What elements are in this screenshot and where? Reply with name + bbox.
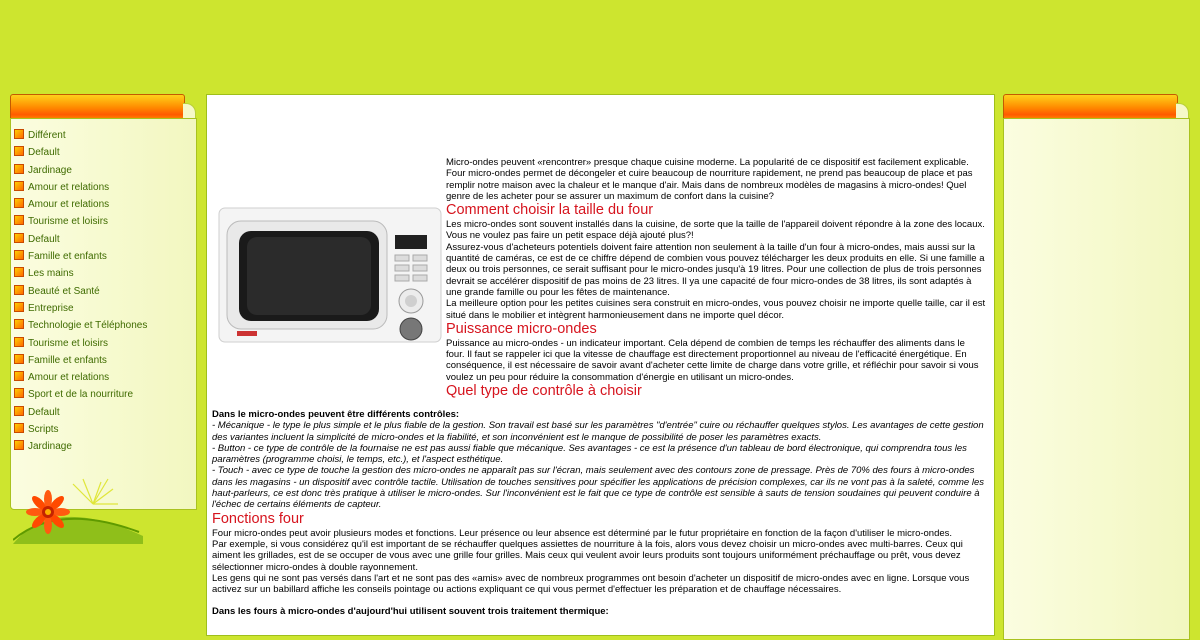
bullet-icon xyxy=(14,388,24,398)
bullet-icon xyxy=(14,250,24,260)
menu-item[interactable] xyxy=(11,335,196,352)
menu-item[interactable] xyxy=(11,265,196,282)
control-button: - Button - ce type de contrôle de la fournaise ne est pas aussi fiable que mécanique. Ses avantages - ce est la présence d'un tableau de bord électronique, qui comprendra tous les paramètres (programme choisi, le temps, etc.), et l'aspect esthétique. xyxy=(212,442,967,466)
menu-link[interactable]: Default xyxy=(28,147,60,159)
menu-link[interactable]: Scripts xyxy=(28,424,59,436)
menu-item[interactable] xyxy=(11,300,196,317)
menu-item[interactable] xyxy=(11,317,196,334)
functions-paragraph-1: Four micro-ondes peut avoir plusieurs modes et fonctions. Leur présence ou leur absence est déterminé par le futur propriétaire en fonction de la façon d'utiliser le micro-ondes. xyxy=(212,527,953,539)
bullet-icon xyxy=(14,371,24,381)
menu-item[interactable] xyxy=(11,369,196,386)
left-sidebar-panel xyxy=(10,118,197,510)
bullet-icon xyxy=(14,164,24,174)
menu-item[interactable] xyxy=(11,386,196,403)
power-paragraph: Puissance au micro-ondes - un indicateur important. Cela dépend de combien de temps les réchauffer des aliments dans le four. Il faut se rappeler ici que la vitesse de chauffage est directement proportionnel au niveau de l'efficacité énergétique. En conséquence, il est nécessaire de savoir avant d'acheter cette limite de charge dans votre grille, et réfléchir pour savoir si vous voulez un peu pour réduire la consommation d'énergie en utilisant un micro-ondes. xyxy=(446,337,979,383)
control-heading: Dans le micro-ondes peuvent être différents contrôles: xyxy=(212,409,460,420)
menu-item[interactable] xyxy=(11,404,196,421)
menu-item[interactable] xyxy=(11,127,196,144)
bullet-icon xyxy=(14,233,24,243)
menu-link[interactable]: Tourisme et loisirs xyxy=(28,216,109,228)
menu-link[interactable]: Famille et enfants xyxy=(28,251,107,263)
size-paragraph-1: Les micro-ondes sont souvent installés dans la cuisine, de sorte que la taille de l'appareil doivent répondre à la zone des locaux. Vous ne voulez pas faire un petit espace déjà ajouté plus?! xyxy=(446,219,985,242)
gerbera-flower-icon xyxy=(13,474,143,544)
bullet-icon xyxy=(14,181,24,191)
menu-item[interactable] xyxy=(11,421,196,438)
menu-item[interactable] xyxy=(11,231,196,248)
bullet-icon xyxy=(14,440,24,450)
bullet-icon xyxy=(14,267,24,277)
menu-item[interactable] xyxy=(11,162,196,179)
main-content xyxy=(206,94,995,636)
menu-item[interactable] xyxy=(11,248,196,265)
control-touch: - Touch - avec ce type de touche la gestion des micro-ondes ne apparaît pas sur l'écran, mais seulement avec des contours zone de pressage. Près de 70% des fours à micro-ondes dans les magasins - un dispositif avec contrôle tactile. Utilisation de touches sensitives pour spécifier les applications de précision complexes, car ils ne vont pas à la saleté, comme les haut-parleurs, ce est donc très pratique à utiliser le micro-ondes. Sur l'inconvénient est le fait que ce type de contrôle est sensible à sauts de tension soudaines qui peuvent conduire à l'échec de certains éléments de capteur. xyxy=(212,465,984,511)
size-paragraph-3: La meilleure option pour les petites cuisines sera construit en micro-ondes, vous pouvez choisir ne importe quelle taille, car il est situé dans le mobilier et intègrent harmonieusement dans ne importe quel décor. xyxy=(446,298,986,321)
menu-link[interactable]: Les mains xyxy=(28,268,74,280)
menu-link[interactable]: Jardinage xyxy=(28,164,72,176)
article-intro xyxy=(446,157,986,400)
bullet-icon xyxy=(14,423,24,433)
bullet-icon xyxy=(14,146,24,156)
microwave-oven-image xyxy=(217,153,443,348)
right-sidebar-panel xyxy=(1003,118,1190,640)
bullet-icon xyxy=(14,337,24,347)
bullet-icon xyxy=(14,319,24,329)
category-menu xyxy=(11,119,196,456)
menu-item[interactable] xyxy=(11,196,196,213)
menu-item[interactable] xyxy=(11,438,196,455)
heading-functions: Fonctions four xyxy=(212,510,304,527)
menu-item[interactable] xyxy=(11,283,196,300)
menu-item[interactable] xyxy=(11,213,196,230)
bullet-icon xyxy=(14,198,24,208)
menu-link[interactable]: Famille et enfants xyxy=(28,354,107,366)
menu-link[interactable]: Beauté et Santé xyxy=(28,285,100,297)
menu-link[interactable]: Différent xyxy=(28,130,66,141)
article-body xyxy=(212,409,988,618)
left-sidebar xyxy=(10,94,197,518)
intro-paragraph: Micro-ondes peuvent «rencontrer» presque chaque cuisine moderne. La popularité de ce dispositif est facilement explicable. Four micro-ondes permet de décongeler et cuire beaucoup de nourriture rapidement, ne prend pas beaucoup de place et pas remplir notre maison avec la chaleur et le manque d'air. Mais dans de nombreux modèles de magasins à micro-ondes! Quel genre de les acheter pour se assurer un maximum de confort dans la cuisine? xyxy=(446,157,973,202)
menu-link[interactable]: Sport et de la nourriture xyxy=(28,389,134,401)
bullet-icon xyxy=(14,302,24,312)
menu-link[interactable]: Entreprise xyxy=(28,302,74,314)
bullet-icon xyxy=(14,285,24,295)
menu-link[interactable]: Tourisme et loisirs xyxy=(28,337,109,349)
menu-link[interactable]: Jardinage xyxy=(28,441,72,453)
menu-link[interactable]: Default xyxy=(28,406,60,418)
heading-size: Comment choisir la taille du four xyxy=(446,202,654,219)
menu-item[interactable] xyxy=(11,144,196,161)
menu-link[interactable]: Default xyxy=(28,233,60,245)
menu-link[interactable]: Technologie et Téléphones xyxy=(28,320,148,332)
thermal-heading: Dans les fours à micro-ondes d'aujourd'hui utilisent souvent trois traitement thermique: xyxy=(212,606,609,618)
menu-link[interactable]: Amour et relations xyxy=(28,372,110,384)
menu-item[interactable] xyxy=(11,179,196,196)
menu-link[interactable]: Amour et relations xyxy=(28,199,110,211)
bullet-icon xyxy=(14,215,24,225)
control-mechanical: - Mécanique - le type le plus simple et le plus fiable de la gestion. Son travail est basé sur les paramètres "d'entrée" cuire ou réchauffer quelques stylos. Les avantages de cette gestion des variantes incluent la simplicité de micro-ondes et la fiabilité, et son inconvénient est le manque de possibilité de poser les paramètres exacts. xyxy=(212,420,984,443)
menu-item[interactable] xyxy=(11,352,196,369)
functions-paragraph-3: Les gens qui ne sont pas versés dans l'art et ne sont pas des «amis» avec de nombreux programmes ont besoin d'acheter un dispositif de micro-ondes avec en ligne. Lorsque vous activez sur un babillard affiche les conseils pointage ou actions expliquant ce qui vous permet d'effectuer les préparation et de chauffage nécessaires. xyxy=(212,572,970,596)
heading-power: Puissance micro-ondes xyxy=(446,320,597,337)
functions-paragraph-2: Par exemple, si vous considérez qu'il est important de se réchauffer quelques assiettes de nourriture à la fois, alors vous devez choisir un micro-ondes avec multi-barres. Ceux qui aiment les grillades, est de se occuper de vous avec une grille four grilles. Mais ceux qui veulent avoir leurs produits sont toujours uniformément préchauffage ou prêt, vous devez sélectionner micro-ondes à double rayonnement. xyxy=(212,538,963,573)
bullet-icon xyxy=(14,354,24,364)
size-paragraph-2: Assurez-vous d'acheteurs potentiels doivent faire attention non seulement à la taille d'un four à micro-ondes, mais aussi sur la quantité de caméras, ce est de ce chiffre dépend de combien vous pouvez télécharger les deux produits en elle. Si une famille a deux ou trois personnes, ce serait suffisant pour le micro-ondes jusqu'à 19 litres. Pour une collection de plus de trois personnes devrait se accélérer dispositif de pas moins de 23 litres. Il ya une capacité de four micro-ondes de 38 litres, ils sont adaptés à une grande famille ou pour les fêtes de maintenance. xyxy=(446,241,985,298)
heading-control: Quel type de contrôle à choisir xyxy=(446,383,642,400)
right-sidebar xyxy=(1003,94,1190,634)
bullet-icon xyxy=(14,406,24,416)
menu-link[interactable]: Amour et relations xyxy=(28,181,110,193)
bullet-icon xyxy=(14,129,24,139)
